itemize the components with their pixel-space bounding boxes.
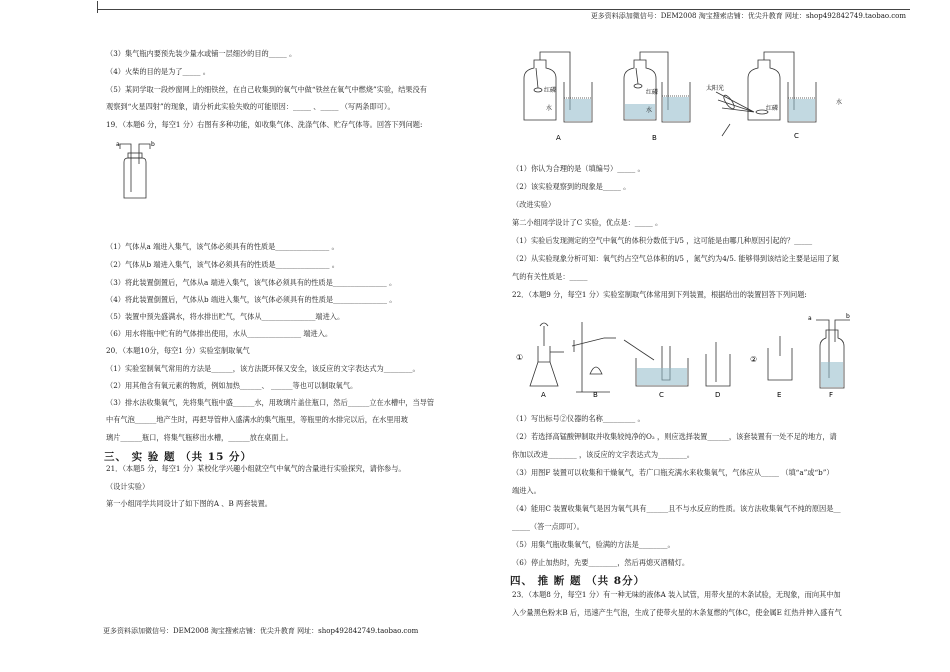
q21-improve: （改进实验） [512,200,556,209]
fig-c-water: 水 [836,99,843,106]
q18-5-line2: 观察到“火星四射”的现象，请分析此实验失败的可能原因：_____ 、_____ （写两条即可）。 [106,102,395,111]
fig-a-red-p: 红磷 [544,87,557,94]
q22-stem: 22．（本题9 分，每空1 分）实验室制取气体常用到下列装置，根据给出的装置回答下列问题: [512,290,807,299]
device-mark-2: ② [750,355,758,364]
q21-2: （2）该实验观察到的现象是_____ 。 [512,182,631,191]
q21-1: （1）你认为合理的是（填编号）_____ 。 [512,164,645,173]
q22-4-line2: _____（答一点即可）。 [512,522,584,531]
q22-4-line1: （4）能用C 装置收集氧气是因为氧气具有______且不与水反应的性质。该方法收集氧气不纯的原因是__ [512,504,841,513]
q21-design: （设计实验） [106,482,150,491]
fig-b-water: 水 [646,107,653,114]
q21-c2-line2: 气的有关性质是：_____ [512,272,588,281]
fig-label-a: A [556,134,561,142]
fig-c-sun: 太阳光 [706,85,725,92]
fig-b-red-p: 红磷 [646,89,659,96]
q19-5: （5）装置中预先盛满水，将水排出贮气，气体从_______________端进入。 [106,312,345,321]
q19-6: （6）用水将瓶中贮有的气体排出使用，水从_______________ 端进入。 [106,329,333,338]
q21-c2-line1: （2）从实验现象分析可知：氧气约占空气总体积的l/5 ，氮气约为4/5. 能够得到该结论主要是运用了氮 [512,254,839,263]
fig-label-b: B [652,134,657,142]
oxygen-content-apparatus-figure [516,40,856,144]
device-label-d: D [715,391,721,398]
q19-4: （4）将此装置倒置后，气体从b 端进入集气，该气体必须具有的性质是_______________ 。 [106,295,397,304]
fig-label-c: C [794,132,799,140]
device-port-b: b [846,313,850,320]
q20-stem: 20．（本题10分，每空1 分）实验室制取氧气 [106,346,250,355]
q22-6: （6）停止加热时，先要________，然后再熄灭酒精灯。 [512,558,690,567]
q21-group1: 第一小组同学共同设计了如下图的A 、B 两套装置。 [106,499,272,508]
q18-4: （4）火柴的目的是为了_____ 。 [106,67,210,76]
gas-bottle-figure [112,140,158,202]
device-label-f: F [829,391,834,398]
q20-3-line1: （3）排水法收集氧气，先将集气瓶中盛______水，用玻璃片盖住瓶口，然后______立在水槽中，当导管 [106,398,435,407]
port-b-label: b [151,141,155,148]
fig-a-water: 水 [546,105,553,112]
section-3-title: 三、 实 验 题 （共 15 分） [104,451,253,463]
header-line [97,9,910,10]
q19-2: （2）气体从b 端进入集气，该气体必须具有的性质是_______________ 。 [106,260,339,269]
q22-3-line1: （3）用图F 装置可以收集和干燥氧气，若广口瓶充满水来收集氧气，气体应从_____ （填“a”或“b”） [512,468,834,477]
q21-c1: （1）实验后发现测定的空气中氧气的体积分数低于l/5 ，这可能是由哪几种原因引起的？_____ [512,236,813,245]
q21-stem: 21．（本题5 分，每空1 分）某校化学兴趣小组就空气中氧气的含量进行实验探究，请你参与。 [106,464,406,473]
q19-3: （3）将此装置倒置后，气体从a 端进入集气，该气体必须具有的性质是_______________ 。 [106,278,397,287]
device-label-c: C [659,391,664,398]
q23-line2: 入少量黑色粉末B 后，迅速产生气泡，生成了使带火星的木条复燃的气体C，使金属E 红热并伸入盛有气 [512,608,842,617]
device-mark-1: ① [516,353,524,362]
q18-3: （3）集气瓶内要预先装少量水或铺一层细沙的目的_____ 。 [106,49,297,58]
device-label-b: B [593,391,598,398]
device-port-a: a [808,315,812,322]
q22-2-line2: 你加以改进________ ，该反应的文字表达式为________。 [512,450,694,459]
q20-1: （1）实验室制氧气常用的方法是______，该方法既环保又安全，该反应的文字表达式为________。 [106,364,420,373]
q20-3-line3: 璃片______瓶口，将集气瓶移出水槽，______放在桌面上。 [106,433,293,442]
page-footer: 更多资料添加微信号：DEM2008 淘宝搜索店铺：优尖升教育 网址：shop492842749.taobao.com [103,627,419,635]
device-label-a: A [541,391,546,398]
page-header: 更多资料添加微信号：DEM2008 淘宝搜索店铺：优尖升教育 网址：shop492842749.taobao.com [590,12,906,20]
q22-5: （5）用集气瓶收集氧气，验满的方法是________。 [512,540,675,549]
q22-3-line2: 端进入。 [512,486,541,495]
q21-group2: 第二小组同学设计了C 实验，优点是：_____ 。 [512,218,663,227]
fig-c-red-p: 红磷 [766,105,779,112]
q20-2: （2）用其他含有氧元素的物质，例如加热______、 ______等也可以制取氧气。 [106,381,358,390]
q23-line1: 23．（本题8 分，每空1 分）有一种无味的液体A 装入试管，用带火星的木条试验，无现象，而向其中加 [512,590,841,599]
header-rule [97,1,98,13]
q19-stem: 19．（本题6 分，每空1 分）右图有多种功能，如收集气体、洗涤气体、贮存气体等。回答下列问题: [106,120,423,129]
q22-2-line1: （2）若选择高锰酸钾制取并收集较纯净的O₂ ，则应选择装置______，该套装置有一处不足的地方，请 [512,432,837,441]
port-a-label: a [116,141,120,148]
lab-devices-figure [512,312,872,398]
q22-1: （1）写出标号②仪器的名称_________ 。 [512,414,645,423]
device-label-e: E [777,391,782,398]
q20-3-line2: 中有气泡______地产生时，再把导管伸入盛满水的集气瓶里，等瓶里的水排完以后，在水里用玻 [106,415,408,424]
q18-5-line1: （5）某同学取一段纱窗网上的细铁丝，在自己收集到的氧气中做“铁丝在氧气中燃烧”实验，结果没有 [106,85,427,94]
section-4-title: 四、 推 断 题 （共 8分） [510,575,646,587]
q19-1: （1）气体从a 端进入集气，该气体必须具有的性质是_______________ 。 [106,242,339,251]
